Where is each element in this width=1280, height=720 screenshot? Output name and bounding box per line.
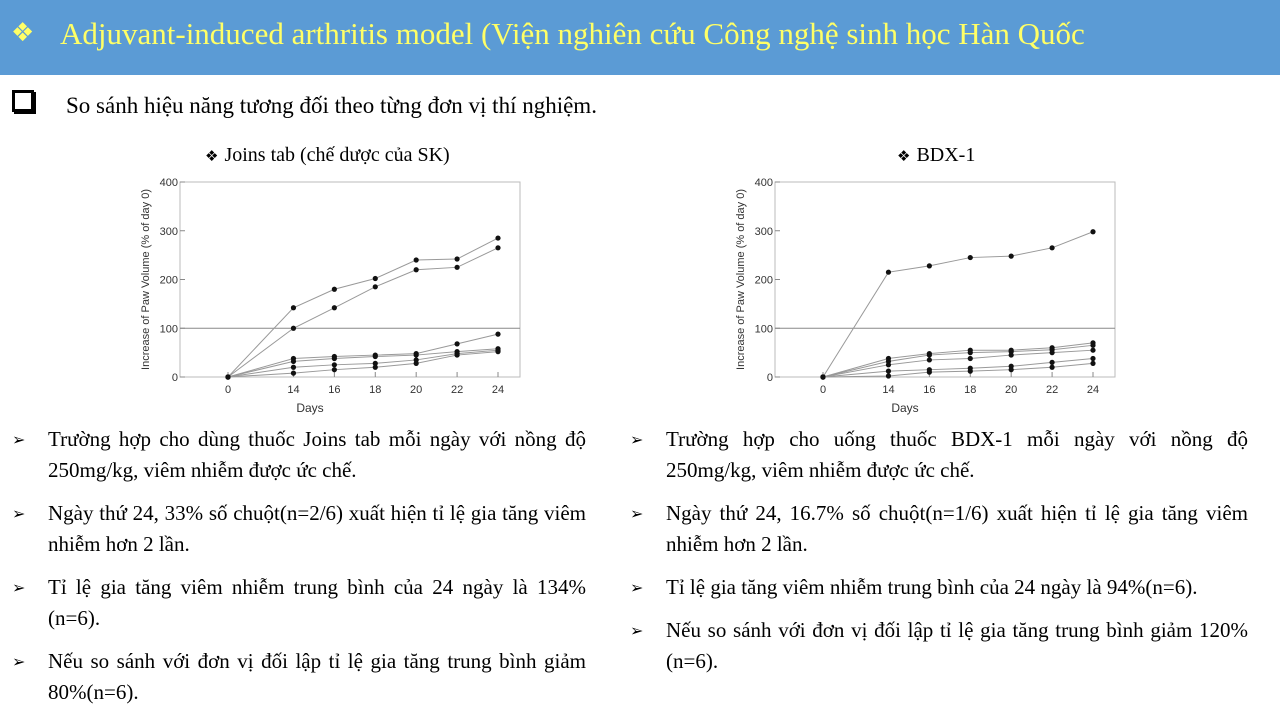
x-tick-label: 20 [1005, 384, 1018, 396]
left-chart-title: Joins tab (chế dược của SK) [224, 144, 450, 166]
list-item: ➢ Trường hợp cho uống thuốc BDX-1 mỗi ngày với nồng độ 250mg/kg, viêm nhiễm được ức chế. [630, 424, 1248, 486]
data-point [1090, 343, 1095, 348]
plot-frame [180, 182, 520, 377]
data-point [495, 235, 500, 240]
data-point [927, 370, 932, 375]
arrow-bullet-icon: ➢ [630, 504, 644, 523]
data-point [291, 305, 296, 310]
x-tick-label: 0 [224, 384, 232, 396]
x-axis-label: Days [891, 401, 919, 415]
data-point [968, 356, 973, 361]
data-point [373, 284, 378, 289]
checkbox-square-icon [12, 90, 34, 112]
data-point [291, 359, 296, 364]
data-point [332, 367, 337, 372]
x-tick-label: 24 [1086, 384, 1100, 396]
data-point [495, 245, 500, 250]
y-tick-label: 100 [754, 323, 773, 336]
data-point [291, 371, 296, 376]
list-item: ➢ Ngày thứ 24, 33% số chuột(n=2/6) xuất hiện tỉ lệ gia tăng viêm nhiễm hơn 2 lần. [12, 498, 586, 560]
left-line-chart [135, 172, 535, 420]
data-point [454, 352, 459, 357]
right-line-chart [730, 172, 1130, 420]
data-point [373, 276, 378, 281]
left-bullet-list [12, 424, 586, 720]
diamond-bullet-icon: ❖ [11, 18, 35, 48]
data-point [1049, 245, 1054, 250]
list-item: ➢ Tỉ lệ gia tăng viêm nhiễm trung bình của 24 ngày là 94%(n=6). [630, 572, 1248, 603]
diamond-bullet-icon: ❖ [897, 147, 911, 165]
data-point [1009, 254, 1014, 259]
data-point [886, 373, 891, 378]
data-point [495, 332, 500, 337]
data-point [886, 369, 891, 374]
arrow-bullet-icon: ➢ [12, 504, 26, 523]
data-point [454, 256, 459, 261]
slide-title: Adjuvant-induced arthritis model (Viện nghiên cứu Công nghệ sinh học Hàn Quốc [60, 16, 1085, 51]
right-chart-title: BDX-1 [916, 144, 976, 166]
data-point [1090, 229, 1095, 234]
x-tick-label: 14 [287, 384, 300, 396]
diamond-bullet-icon: ❖ [205, 147, 219, 165]
x-tick-label: 0 [819, 384, 827, 396]
data-point [414, 267, 419, 272]
data-point [332, 362, 337, 367]
arrow-bullet-icon: ➢ [12, 430, 26, 449]
x-tick-label: 14 [882, 384, 895, 396]
y-tick-label: 400 [159, 177, 178, 189]
data-point [291, 326, 296, 331]
data-point [927, 352, 932, 357]
data-point [414, 352, 419, 357]
x-tick-label: 18 [369, 384, 382, 396]
data-point [1049, 360, 1054, 365]
data-point [968, 255, 973, 260]
data-point [495, 349, 500, 354]
list-item: ➢ Nếu so sánh với đơn vị đối lập tỉ lệ gia tăng trung bình giảm 80%(n=6). [12, 646, 586, 708]
y-tick-label: 400 [754, 177, 773, 189]
y-axis-label: Increase of Paw Volume (% of day 0) [140, 189, 152, 370]
y-tick-label: 200 [754, 274, 773, 287]
y-tick-label: 100 [159, 323, 178, 336]
x-tick-label: 18 [964, 384, 977, 396]
y-tick-label: 0 [766, 372, 773, 384]
right-bullet-list [630, 424, 1248, 689]
plot-frame [775, 182, 1115, 377]
data-point [1090, 356, 1095, 361]
data-point [414, 361, 419, 366]
data-point [373, 354, 378, 359]
x-tick-label: 16 [328, 384, 341, 396]
x-tick-label: 22 [1045, 384, 1059, 396]
y-tick-label: 200 [159, 274, 178, 287]
list-item: ➢ Ngày thứ 24, 16.7% số chuột(n=1/6) xuất hiện tỉ lệ gia tăng viêm nhiễm hơn 2 lần. [630, 498, 1248, 560]
data-point [968, 350, 973, 355]
data-point [886, 362, 891, 367]
y-tick-label: 300 [159, 225, 178, 238]
x-tick-label: 22 [450, 384, 464, 396]
y-tick-label: 300 [754, 225, 773, 238]
y-tick-label: 0 [171, 372, 178, 384]
data-point [968, 369, 973, 374]
data-point [1049, 365, 1054, 370]
data-point [927, 357, 932, 362]
series-line [823, 232, 1093, 377]
data-point [1090, 348, 1095, 353]
arrow-bullet-icon: ➢ [12, 652, 26, 671]
data-point [820, 374, 825, 379]
title-bar [0, 0, 1280, 75]
data-point [454, 341, 459, 346]
x-tick-label: 16 [923, 384, 936, 396]
data-point [886, 270, 891, 275]
data-point [454, 265, 459, 270]
arrow-bullet-icon: ➢ [630, 578, 644, 597]
data-point [332, 305, 337, 310]
y-axis-label: Increase of Paw Volume (% of day 0) [735, 189, 747, 370]
data-point [332, 287, 337, 292]
arrow-bullet-icon: ➢ [630, 430, 644, 449]
data-point [1090, 361, 1095, 366]
data-point [1049, 350, 1054, 355]
right-chart-label [897, 144, 975, 167]
left-chart-label [205, 144, 450, 167]
data-point [291, 365, 296, 370]
data-point [927, 263, 932, 268]
list-item: ➢ Trường hợp cho dùng thuốc Joins tab mỗi ngày với nồng độ 250mg/kg, viêm nhiễm được ức chế. [12, 424, 586, 486]
list-item: ➢ Nếu so sánh với đơn vị đối lập tỉ lệ gia tăng trung bình giảm 120%(n=6). [630, 615, 1248, 677]
x-tick-label: 20 [410, 384, 423, 396]
data-point [373, 365, 378, 370]
x-axis-label: Days [296, 401, 324, 415]
data-point [332, 356, 337, 361]
slide-subtitle: So sánh hiệu năng tương đối theo từng đơn vị thí nghiệm. [66, 93, 597, 118]
data-point [1009, 367, 1014, 372]
arrow-bullet-icon: ➢ [12, 578, 26, 597]
list-item: ➢ Tỉ lệ gia tăng viêm nhiễm trung bình của 24 ngày là 134%(n=6). [12, 572, 586, 634]
data-point [414, 257, 419, 262]
x-tick-label: 24 [491, 384, 505, 396]
data-point [1009, 352, 1014, 357]
arrow-bullet-icon: ➢ [630, 621, 644, 640]
data-point [225, 374, 230, 379]
